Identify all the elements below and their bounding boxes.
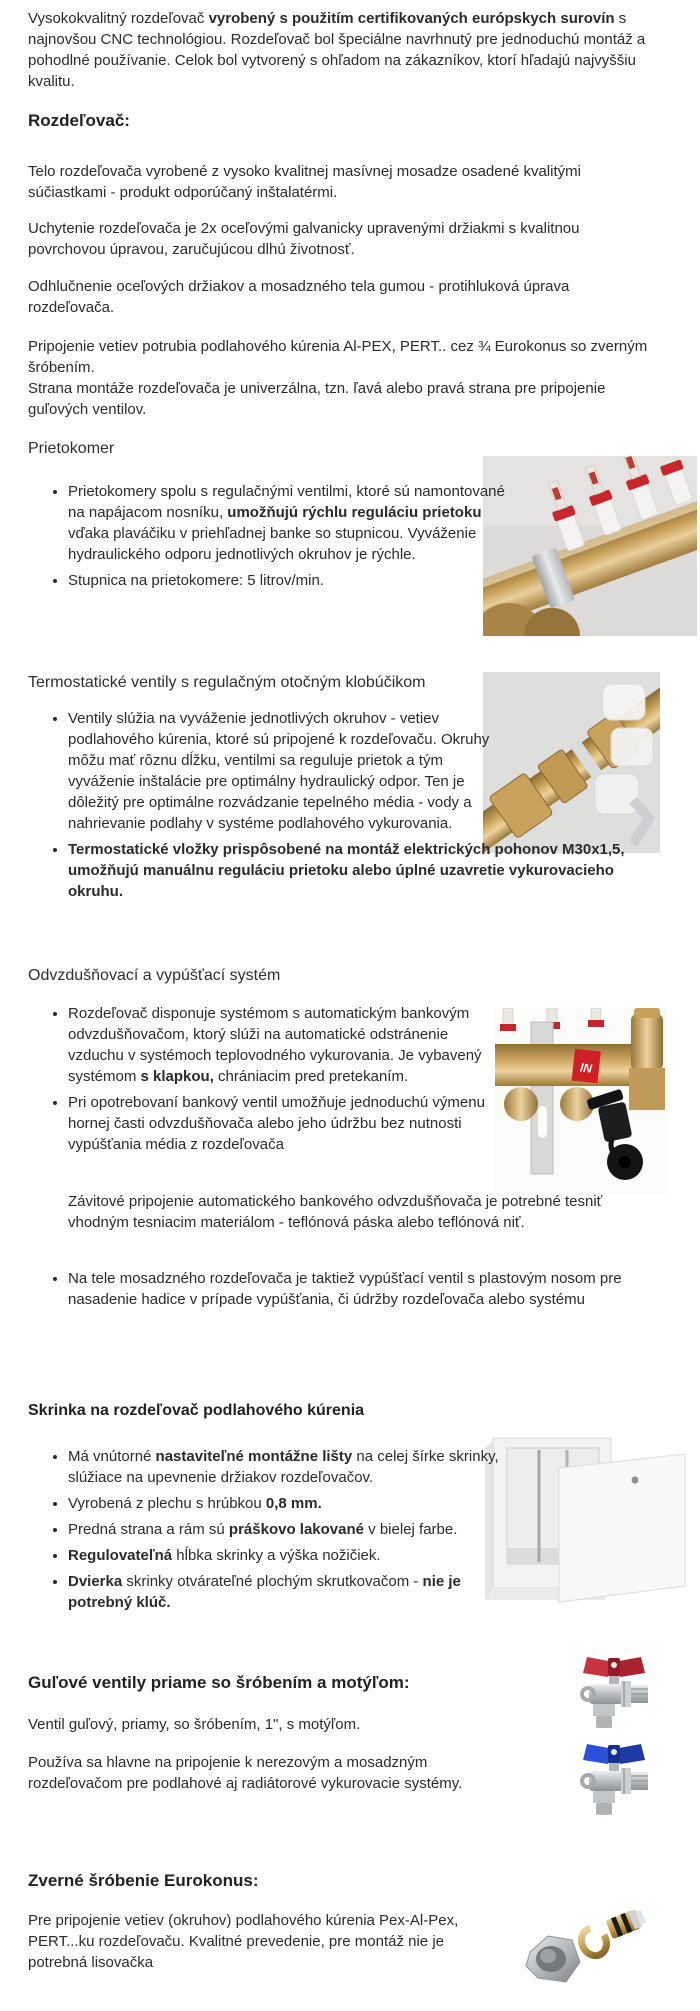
ball-valve-blue-photo — [575, 1743, 653, 1819]
odvzdusnovaci-b1-bold: s klapkou, — [140, 1068, 214, 1085]
rozdelovac-paragraph-4a: Pripojenie vetiev potrubia podlahového kúrenia Al-PEX, PERT.. cez ¾ Eurokonus so zverným šróbením. — [28, 338, 648, 376]
prietokomer-bullet-1 — [68, 481, 520, 565]
ball-valve-red-photo — [575, 1656, 653, 1732]
termostaticke-bullet-list — [28, 708, 625, 907]
skrinka-b2-bold: 0,8 mm. — [265, 1495, 322, 1512]
rozdelovac-paragraph-1: Telo rozdeľovača vyrobené z vysoko kvalitnej masívnej mosadze osadené kvalitými súčiastkami - produkt odporúčaný inštalatérmi. — [28, 163, 581, 201]
rozdelovac-paragraph-3: Odhlučnenie oceľových držiakov a mosadzného tela gumou - protihluková úprava rozdeľovača. — [28, 278, 570, 316]
skrinka-b1-text2: na celej šírke skrinky, slúžiace na upevnenie držiakov rozdeľovačov. — [68, 1448, 499, 1486]
skrinka-bullet-3 — [68, 1519, 520, 1540]
zverne-paragraph: Pre pripojenie vetiev (okruhov) podlahového kúrenia Pex-Al-Pex, PERT...ku rozdeľovaču. Kvalitné prevedenie, pre montáž nie je potrebná lisovačka — [28, 1912, 459, 1971]
gulove-paragraph-2: Používa sa hlavne na pripojenie k nerezovým a mosadzným rozdeľovačom pre podlahové aj radiátorové vykurovacie systémy. — [28, 1754, 463, 1792]
rozdelovac-paragraph-4b: Strana montáže rozdeľovača je univerzálna, tzn. ľavá alebo pravá strana pre pripojenie guľových ventilov. — [28, 380, 606, 418]
odvzdusnovaci-note-paragraph: Závitové pripojenie automatického bankového odvzdušňovača je potrebné tesniť vhodným tesniacim materiálom - teflónová páska alebo teflónová niť. — [68, 1193, 603, 1231]
skrinka-b2-text1: Vyrobená z plechu s hrúbkou — [68, 1495, 266, 1512]
odvzdusnovaci-bullet-2: • Pri opotrebovaní bankový ventil umožňuje jednoduchú výmenu hornej časti odvzdušňovača alebo jeho údržbu bez nutnosti vypúšťania média z rozdeľovača — [68, 1092, 500, 1155]
skrinka-b3-bold: práškovo lakované — [228, 1521, 364, 1538]
termostaticke-bullet-2: • Termostatické vložky prispôsobené na montáž elektrických pohonov M30x1,5, umožňujú manuálnu reguláciu prietoku alebo úplné uzavretie vykurovacieho okruhu. — [68, 839, 654, 902]
rozdelovac-paragraph-2: Uchytenie rozdeľovača je 2x oceľovými galvanicky upravenými držiakmi s kvalitnou povrchovou úpravou, zaručujúcou dlhú životnosť. — [28, 220, 580, 258]
prietokomer-b1-text1: Prietokomery spolu s regulačnými ventilmi, ktoré sú namontované na napájacom nosníku, — [68, 483, 505, 521]
section-title-gulove-ventily: Guľové ventily priame so šróbením a motýľom: — [28, 1673, 410, 1692]
skrinka-b5-bold2: nie je potrebný klúč. — [68, 1573, 461, 1611]
section-title-skrinka: Skrinka na rozdeľovač podlahového kúrenia — [28, 1402, 365, 1419]
rozdelovac-paragraph-4 — [28, 336, 668, 420]
eurokonus-fitting-photo — [518, 1900, 652, 1998]
section-title-rozdelovac: Rozdeľovač: — [28, 111, 130, 130]
prietokomer-b1-bold: umožňujú rýchlu reguláciu prietoku — [227, 504, 482, 521]
prietokomer-bullet-list — [28, 481, 520, 596]
termostaticke-bullet-1: • Ventily slúžia na vyváženie jednotlivých okruhov - vetiev podlahového kúrenia, ktoré sú pripojené k rozdeľovaču. Okruhy môžu mať rôznu dĺžku, ventilmi sa reguluje prietok a tým vyváženie inštalácie pre optimálny hydraulický odpor. Ten je dôležitý pre optimálne rozvádzanie tepelného média - vody a nahrievanie podlahy v systéme podlahového vykurovania. — [68, 708, 490, 834]
intro-text-1: Vysokokvalitný rozdeľovač — [28, 10, 209, 27]
in-label: IN — [579, 1060, 593, 1076]
section-title-prietokomer: Prietokomer — [28, 440, 115, 457]
skrinka-b5-text: skrinky otvárateľné plochým skrutkovačom - — [122, 1573, 423, 1590]
gulove-paragraph-1: Ventil guľový, priamy, so šróbením, 1", s motýľom. — [28, 1716, 361, 1733]
skrinka-b3-text2: v bielej farbe. — [364, 1521, 458, 1538]
odvzdusnovaci-bullet-1 — [68, 1003, 496, 1087]
intro-text-2: s najnovšou CNC technológiou. Rozdeľovač bol špeciálne navrhnutý pre jednoduchú montáž a pohodlné používanie. Celok bol vytvorený s ohľadom na zákazníkov, ktorí hľadajú najvyššiu kvalitu. — [28, 10, 646, 90]
skrinka-bullet-4 — [68, 1545, 520, 1566]
intro-text-bold: vyrobený s použitím certifikovaných európskych surovín — [208, 10, 615, 27]
skrinka-bullet-2 — [68, 1493, 520, 1514]
skrinka-bullet-5 — [68, 1571, 520, 1613]
section-title-odvzdusnovaci: Odvzdušňovací a vypúšťací systém — [28, 967, 281, 984]
prietokomer-b1-text2: vďaka plaváčiku v priehľadnej banke so stupnicou. Vyváženie hydraulického odporu jednotlivých okruhov je rýchle. — [68, 525, 477, 563]
odvzdusnovaci-b1-text2: chrániacim pred pretekaním. — [213, 1068, 409, 1085]
odvzdusnovaci-b1-text1: Rozdeľovač disponuje systémom s automatickým bankovým odvzdušňovačom, ktorý slúži na automatické odstránenie vzduchu v systémoch teplovodného vykurovania. Je vybavený systémom — [68, 1005, 482, 1085]
odvzdusnovaci-bullet-list-1 — [28, 1003, 538, 1160]
skrinka-b1-bold: nastaviteľné montážne lišty — [155, 1448, 353, 1465]
skrinka-b3-text1: Predná strana a rám sú — [68, 1521, 229, 1538]
odvzdusnovaci-bullet-3: • Na tele mosadzného rozdeľovača je taktiež vypúšťací ventil s plastovým nosom pre nasadenie hadice v prípade vypúšťania, či údržby rozdeľovača alebo systému — [68, 1268, 680, 1310]
skrinka-b4-text: hĺbka skrinky a výška nožičiek. — [172, 1547, 381, 1564]
odvzdusnovaci-bullet-list-2 — [28, 1268, 680, 1315]
skrinka-b5-bold1: Dvierka — [68, 1573, 123, 1590]
skrinka-bullet-1 — [68, 1446, 520, 1488]
prietokomer-bullet-2: • Stupnica na prietokomere: 5 litrov/min. — [68, 570, 520, 591]
intro-paragraph — [28, 8, 648, 92]
skrinka-b1-text1: Má vnútorné — [68, 1448, 156, 1465]
skrinka-bullet-list — [28, 1446, 520, 1618]
section-title-zverne-srobenie: Zverné šróbenie Eurokonus: — [28, 1871, 259, 1890]
skrinka-b4-bold: Regulovateľná — [68, 1547, 173, 1564]
section-title-termostaticke: Termostatické ventily s regulačným otočným klobúčikom — [28, 674, 426, 691]
